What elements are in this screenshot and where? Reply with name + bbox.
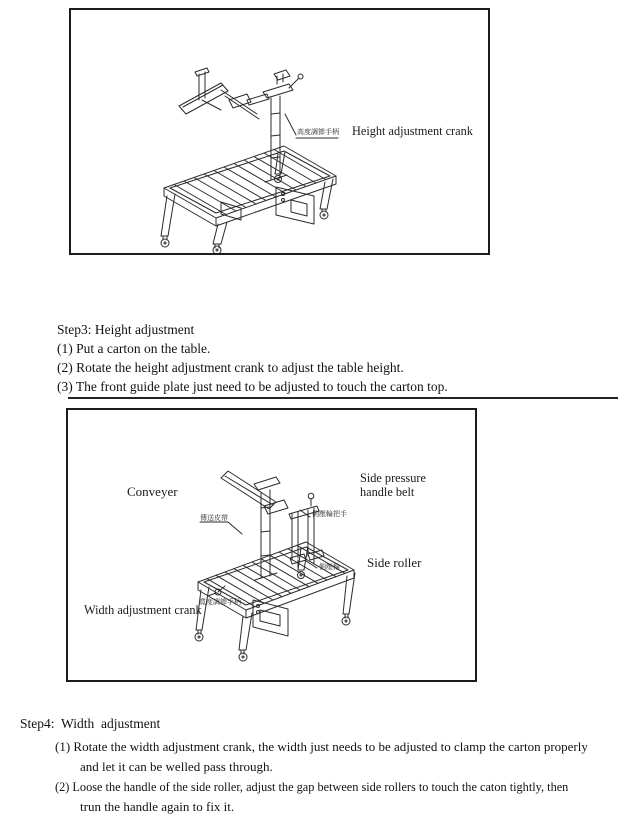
conveyer-label: Conveyer: [127, 484, 178, 499]
step4-item-1-line-2: and let it can be welled pass through.: [80, 759, 273, 774]
carton-sealer-diagram-2: [68, 410, 475, 680]
section-divider: [68, 397, 618, 399]
step4-item-2-line-2: trun the handle again to fix it.: [80, 799, 235, 814]
side-roller-label-cn: 側壓輪: [319, 563, 340, 571]
step4-item-2-line-1: (2) Loose the handle of the side roller, adjust the gap between side rollers to touch the caton tightly, then: [55, 780, 569, 794]
side-roller-handle-label-cn: 側壓輪把手: [312, 510, 347, 518]
figure-height-adjustment: [69, 8, 490, 255]
step4-title: Step4: Width adjustment: [20, 716, 161, 731]
step3-section: [57, 320, 448, 396]
width-crank-label-en: Width adjustment crank: [84, 603, 202, 617]
step3-item-2: (2) Rotate the height adjustment crank to adjust the table height.: [57, 360, 404, 375]
side-roller-label-en: Side roller: [367, 555, 422, 570]
figure-width-adjustment: [66, 408, 477, 682]
width-crank-label-cn: 寬度調節手柄: [199, 598, 241, 606]
step3-item-3: (3) The front guide plate just need to be adjusted to touch the carton top.: [57, 379, 448, 394]
height-crank-label-cn: 高度調節手柄: [297, 128, 339, 136]
step3-title: Step3: Height adjustment: [57, 322, 195, 337]
side-pressure-belt-label: Side pressure handle belt: [360, 471, 426, 499]
step4-item-1-line-1: (1) Rotate the width adjustment crank, the width just needs to be adjusted to clamp the carton properly: [55, 739, 588, 754]
height-crank-label-en: Height adjustment crank: [352, 124, 473, 138]
step3-item-1: (1) Put a carton on the table.: [57, 341, 211, 356]
conveyor-belt-label-cn: 傳送皮帶: [200, 514, 228, 522]
